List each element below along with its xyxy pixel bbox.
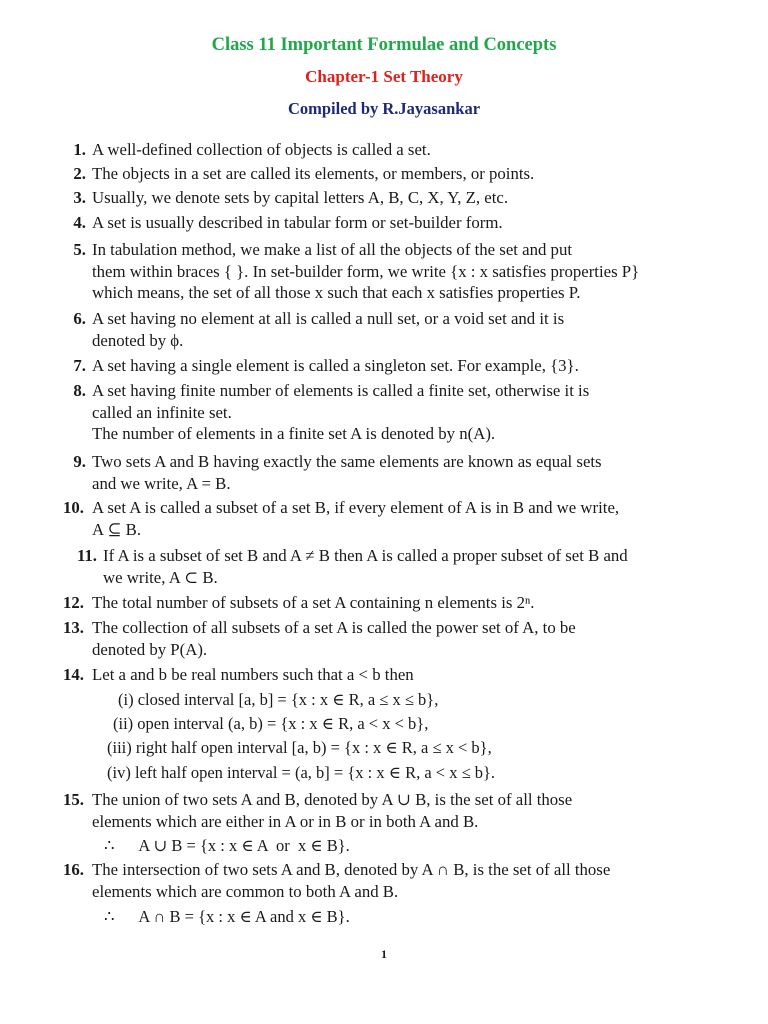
item-number: 8.	[73, 381, 86, 400]
closed-interval-definition: (i) closed interval [a, b] = {x : x ∈ R, a ≤ x ≤ b},	[118, 690, 439, 709]
item-number: 5.	[73, 240, 86, 259]
item-text: In tabulation method, we make a list of all the objects of the set and put	[92, 240, 573, 259]
item-number: 11.	[76, 546, 97, 565]
list-item	[63, 664, 704, 686]
item-number: 16.	[63, 860, 84, 879]
union-formula: ∴ A ∪ B = {x : x ∈ A or x ∈ B}.	[104, 836, 350, 855]
item-text: and we write, A = B.	[92, 473, 231, 493]
list-item	[73, 212, 704, 234]
item-number: 10.	[63, 498, 84, 517]
item-text: The collection of all subsets of a set A is called the power set of A, to be	[92, 618, 576, 637]
item-text: we write, A ⊂ B.	[103, 567, 218, 587]
item-number: 14.	[63, 665, 84, 684]
author-line: Compiled by R.Jayasankar	[287, 99, 481, 118]
item-text: elements which are either in A or in B or in both A and B.	[92, 811, 479, 831]
list-item	[73, 239, 704, 304]
item-text: The intersection of two sets A and B, denoted by A ∩ B, is the set of all those	[92, 860, 611, 879]
list-item	[73, 355, 704, 377]
list-item	[63, 859, 704, 902]
item-text: A well-defined collection of objects is called a set.	[92, 140, 431, 159]
list-item	[73, 451, 704, 494]
item-text: A set A is called a subset of a set B, if every element of A is in B and we write,	[92, 498, 620, 517]
item-text: denoted by ϕ.	[92, 330, 184, 350]
item-text: A set having a single element is called a singleton set. For example, {3}.	[92, 356, 579, 375]
item-number: 15.	[63, 790, 84, 809]
item-text: which means, the set of all those x such that each x satisfies properties P.	[92, 283, 581, 302]
item-number: 4.	[73, 213, 86, 232]
left-half-open-interval-definition: (iv) left half open interval = (a, b] = {x : x ∈ R, a < x ≤ b}.	[107, 763, 496, 782]
page-title: Class 11 Important Formulae and Concepts	[211, 35, 557, 55]
list-item	[73, 163, 704, 185]
item-text: called an infinite set.	[92, 402, 232, 422]
list-item	[73, 308, 704, 351]
open-interval-definition: (ii) open interval (a, b) = {x : x ∈ R, a < x < b},	[113, 714, 429, 733]
item-text: them within braces { }. In set-builder form, we write {x : x satisfies properties P}	[92, 261, 640, 281]
item-text: A set having no element at all is called a null set, or a void set and it is	[92, 309, 565, 328]
item-number: 13.	[63, 618, 84, 637]
item-number: 6.	[73, 309, 86, 328]
item-number: 7.	[73, 356, 86, 375]
item-text: If A is a subset of set B and A ≠ B then A is called a proper subset of set B and	[103, 546, 628, 565]
page-number: 1	[381, 947, 387, 961]
item-text: elements which are common to both A and B.	[92, 881, 399, 901]
item-number: 12.	[63, 593, 84, 612]
item-text: Usually, we denote sets by capital letters A, B, C, X, Y, Z, etc.	[92, 188, 509, 207]
item-number: 3.	[73, 188, 86, 207]
list-item	[76, 545, 707, 588]
list-item	[63, 497, 704, 540]
list-item	[73, 380, 704, 445]
chapter-heading: Chapter-1 Set Theory	[305, 67, 463, 86]
list-item	[63, 617, 704, 660]
item-text: Let a and b be real numbers such that a < b then	[92, 665, 414, 684]
item-text: The union of two sets A and B, denoted by A ∪ B, is the set of all those	[92, 790, 573, 809]
item-number: 9.	[73, 452, 86, 471]
item-number: 2.	[73, 164, 86, 183]
item-text: The objects in a set are called its elements, or members, or points.	[92, 164, 535, 183]
item-number: 1.	[73, 140, 86, 159]
item-text: denoted by P(A).	[92, 639, 208, 659]
item-text: A set having finite number of elements is called a finite set, otherwise it is	[92, 381, 590, 400]
item-text: The total number of subsets of a set A containing n elements is 2ⁿ.	[92, 593, 535, 612]
list-item	[63, 789, 704, 832]
intersection-formula: ∴ A ∩ B = {x : x ∈ A and x ∈ B}.	[104, 907, 350, 926]
item-text: A set is usually described in tabular form or set-builder form.	[92, 213, 503, 232]
right-half-open-interval-definition: (iii) right half open interval [a, b) = {x : x ∈ R, a ≤ x < b},	[107, 738, 492, 757]
item-text: Two sets A and B having exactly the same elements are known as equal sets	[92, 452, 602, 471]
item-text: A ⊆ B.	[92, 519, 142, 539]
list-item	[73, 139, 704, 161]
list-item	[63, 592, 704, 614]
item-text: The number of elements in a finite set A is denoted by n(A).	[92, 424, 496, 443]
list-item	[73, 187, 704, 209]
